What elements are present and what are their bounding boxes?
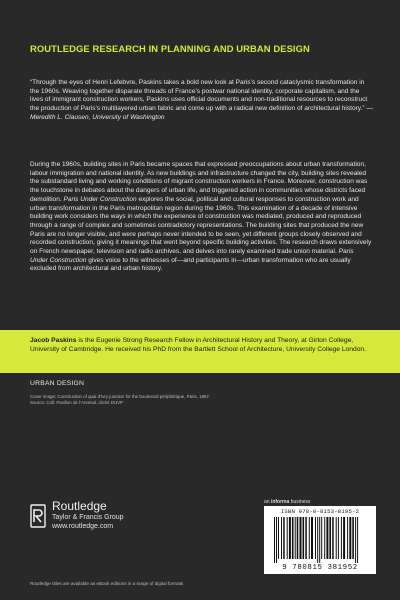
barcode-bar (300, 517, 302, 559)
barcode-number: 9 780815 381952 (282, 564, 358, 572)
ebook-note: Routledge titles are available as eBook editions in a range of digital formats (30, 581, 184, 586)
description-part-1: During the 1960s, building sites in Paris became spaces that expressed preoccupations about urban transformation, labour immigration and national identity. As new buildings and infrastructure changed the city, building sites revealed the substandard living and working conditions of migrant construction workers in France. Moreover, construction was the touchstone in debates about the dangers of urban life, and triggered action in communities whose districts faced demolition. (30, 161, 368, 203)
barcode-bar (352, 517, 354, 559)
cover-credit-line-2: Source: Coll. Pavillon de l’Arsenal, cliché DUVP (30, 399, 123, 405)
barcode-bar (303, 517, 305, 559)
author-bio-band (0, 330, 400, 373)
informa-prefix: an (264, 499, 270, 505)
barcode-bar (324, 517, 325, 559)
quote-attribution: —Meredith L. Clausen, University of Washington (30, 105, 373, 121)
barcode-bar (347, 517, 348, 559)
informa-suffix: business (290, 499, 311, 505)
cover-credit-line-1: Cover image: Construction of quai d’Ivry junction for the boulevard périphérique, Paris, 1967. (30, 394, 211, 399)
series-title: ROUTLEDGE RESEARCH IN PLANNING AND URBAN DESIGN (30, 43, 310, 54)
description-title-1: Paris Under Construction (63, 195, 137, 203)
barcode-bar (295, 517, 296, 559)
description-part-2: explores the social, political and cultural responses to construction work and urban transformation in the Paris metropolitan region during the 1960s. This examination of a decade of intensive building work considers the ways in which the experience of construction was mediated, produced and reproduced through a range of complex and sometimes contradictory representations. The building sites that produced the new Paris are no longer visible, and were perhaps never intended to be seen, yet different groups closely observed and recorded construction, giving it meanings that went beyond specific building activities. The research draws extensively on French newspaper, television and radio archives, and delves into rarely examined trade union material. (30, 195, 372, 256)
barcode-bar (321, 517, 322, 559)
barcode-bar (289, 517, 291, 559)
barcode-bar (338, 517, 339, 559)
subject-category: URBAN DESIGN (30, 380, 85, 387)
barcode-bar (315, 517, 316, 559)
informa-brand: informa (270, 499, 290, 505)
barcode-bar (287, 517, 288, 559)
barcode-bar (319, 517, 320, 563)
book-description (30, 161, 373, 274)
barcode-bar (309, 517, 310, 559)
barcode-bar (326, 517, 328, 559)
barcode-bar (292, 517, 294, 559)
quote-text: “Through the eyes of Henri Lefebvre, Paskins takes a bold new look at Paris’s second cataclysmic transformation in the 1960s. Weaving together disparate threads of France’s postwar national identity, corporate capitalism, and the lives of immigrant construction workers, Paskins uses official documents and non-traditional resources to reconstruct the production of Paris’s multilayered urban fabric and come up with a radical new definition of architectural history.” (30, 79, 368, 113)
author-name: Jacob Paskins (30, 337, 77, 344)
isbn-barcode (264, 506, 376, 574)
barcode-bar (341, 517, 342, 559)
barcode-bar (311, 517, 313, 559)
barcode-bar (274, 517, 275, 563)
description-part-3: gives voice to the witnesses of—and participants in—urban transformation who are usually excluded from architectural and urban history. (30, 256, 351, 273)
barcode-bar (283, 517, 285, 559)
publisher-group: Taylor & Francis Group (52, 514, 124, 521)
isbn-label: ISBN 978-0-8153-8195-2 (280, 508, 360, 515)
barcode-bar (343, 517, 345, 559)
barcode-bar (349, 517, 351, 559)
description-title-2: Paris Under Construction (30, 248, 354, 264)
barcode-bar (297, 517, 299, 559)
routledge-logo-icon (30, 504, 46, 528)
informa-tagline (264, 499, 310, 505)
barcode-bar (355, 517, 356, 563)
barcode-bar (276, 517, 277, 563)
barcode-bar (317, 517, 318, 563)
barcode-bar (278, 517, 279, 559)
publisher-block (30, 500, 124, 531)
endorsement-quote (30, 79, 373, 123)
barcode-bar (357, 517, 358, 563)
barcode-bar (305, 517, 307, 559)
barcode-bar (329, 517, 331, 559)
barcode-bar (336, 517, 337, 559)
cover-credit (30, 394, 330, 405)
publisher-name: Routledge (52, 499, 107, 513)
barcode-bar (332, 517, 334, 559)
barcode-icon (272, 517, 368, 563)
barcode-bar (281, 517, 282, 559)
publisher-url[interactable]: www.routledge.com (52, 523, 114, 530)
author-bio (0, 330, 400, 354)
author-bio-text: is the Eugenie Strong Research Fellow in Architectural History and Theory, at Girton College, University of Cambridge. He received his PhD from the Bartlett School of Architecture, University College London. (30, 337, 367, 353)
